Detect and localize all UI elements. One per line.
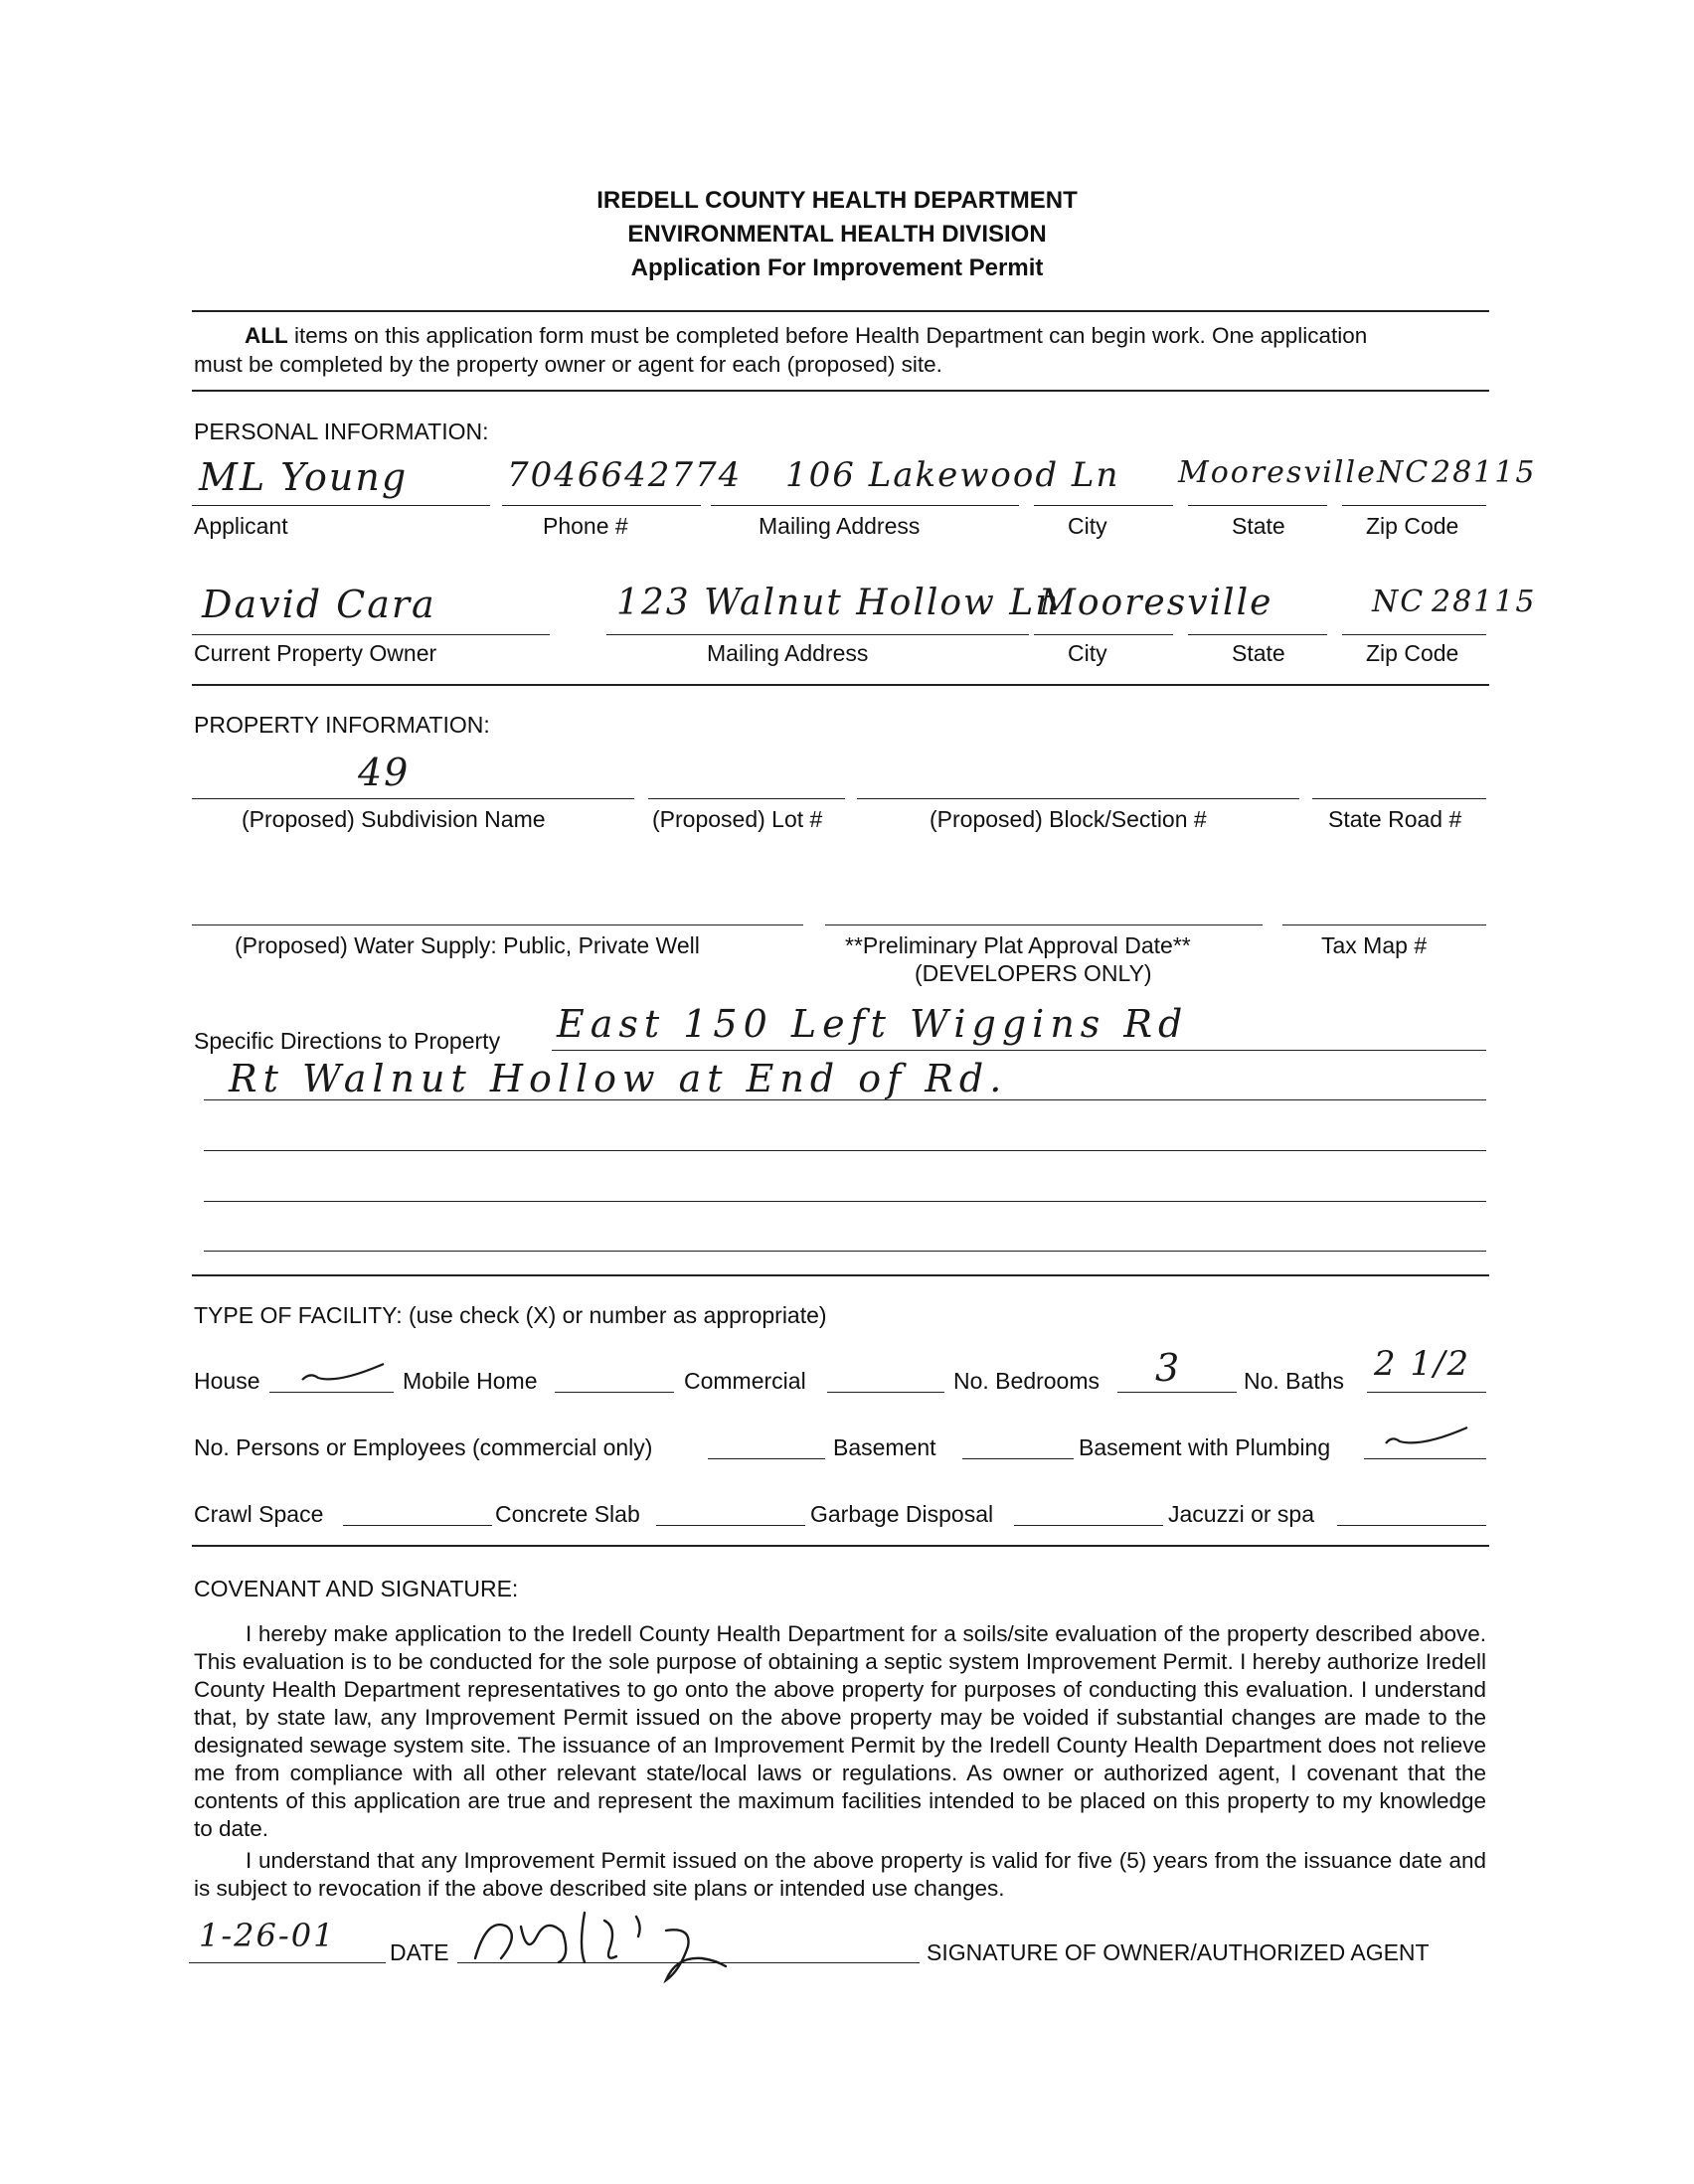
water-line xyxy=(192,924,803,925)
date-line xyxy=(189,1962,386,1963)
subdivision-value[interactable]: 49 xyxy=(358,751,411,794)
applicant-address-value[interactable]: 106 Lakewood Ln xyxy=(785,455,1120,495)
divider xyxy=(192,1545,1489,1547)
applicant-zip-value[interactable]: 28115 xyxy=(1432,455,1537,490)
lot-line xyxy=(648,798,845,799)
applicant-city-value[interactable]: Mooresville xyxy=(1178,455,1377,490)
covenant-paragraph-2: I understand that any Improvement Permit issued on the above property is valid for five (5) years from the issuance date and is subject to revocation if the above described site plans or intended use changes. xyxy=(194,1848,1486,1901)
owner-zip-line xyxy=(1342,634,1486,635)
developers-only-label: (DEVELOPERS ONLY) xyxy=(915,960,1152,986)
covenant-heading: COVENANT AND SIGNATURE: xyxy=(194,1576,519,1601)
directions-line1-value[interactable]: East 150 Left Wiggins Rd xyxy=(557,1002,1189,1046)
signature-label: SIGNATURE OF OWNER/AUTHORIZED AGENT xyxy=(927,1939,1430,1965)
divider xyxy=(192,684,1489,686)
owner-state-value[interactable]: NC xyxy=(1372,585,1426,619)
directions-line3 xyxy=(204,1150,1486,1151)
basement-plumbing-line xyxy=(1364,1458,1486,1459)
basement-plumbing-checkmark[interactable] xyxy=(1382,1424,1471,1453)
commercial-label: Commercial xyxy=(684,1368,806,1394)
baths-line xyxy=(1367,1392,1486,1393)
zip-line xyxy=(1342,505,1486,506)
applicant-name-value[interactable]: ML Young xyxy=(199,455,409,499)
bedrooms-line xyxy=(1117,1392,1237,1393)
covenant-paragraph-1: I hereby make application to the Iredell County Health Department for a soils/site evaluation of the property described above. This evaluation is to be conducted for the sole purpose of obtaining a septic system Improvement Permit. I hereby authorize Iredell County Health Department representatives to go onto the above property for purposes of conducting this evaluation. I understand that, by state law, any Improvement Permit issued on the above property may be voided if substantial changes are made to the designated sewage system site. The issuance of an Improvement Permit by the Iredell County Health Department does not relieve me from compliance with all other relevant state/local laws or regulations. As owner or authorized agent, I covenant that the contents of this application are true and represent the maximum facilities intended to be placed on this property to my knowledge to date. xyxy=(194,1621,1486,1841)
state-label: State xyxy=(1232,513,1285,539)
lot-label: (Proposed) Lot # xyxy=(652,806,823,832)
applicant-state-value[interactable]: NC xyxy=(1377,455,1431,490)
mailing-address-label: Mailing Address xyxy=(759,513,921,539)
zip-label: Zip Code xyxy=(1366,513,1459,539)
block-line xyxy=(857,798,1299,799)
owner-name-value[interactable]: David Cara xyxy=(202,583,436,626)
crawl-space-label: Crawl Space xyxy=(194,1501,324,1527)
subdivision-label: (Proposed) Subdivision Name xyxy=(242,806,546,832)
directions-line2-value[interactable]: Rt Walnut Hollow at End of Rd. xyxy=(229,1057,1008,1100)
concrete-slab-label: Concrete Slab xyxy=(495,1501,640,1527)
taxmap-line xyxy=(1282,924,1486,925)
block-label: (Proposed) Block/Section # xyxy=(930,806,1207,832)
house-label: House xyxy=(194,1368,260,1394)
directions-label: Specific Directions to Property xyxy=(194,1028,501,1054)
owner-address-value[interactable]: 123 Walnut Hollow Ln xyxy=(616,583,1061,623)
state-road-label: State Road # xyxy=(1328,806,1462,832)
intro-line1: ALL items on this application form must be completed before Health Department can begin work. One application xyxy=(245,323,1368,348)
road-line xyxy=(1312,798,1486,799)
owner-address-line xyxy=(606,634,1029,635)
owner-label: Current Property Owner xyxy=(194,640,437,666)
form-title: Application For Improvement Permit xyxy=(630,254,1044,281)
baths-label: No. Baths xyxy=(1244,1368,1344,1394)
bedrooms-label: No. Bedrooms xyxy=(953,1368,1101,1394)
owner-mailing-label: Mailing Address xyxy=(707,640,869,666)
water-supply-label: (Proposed) Water Supply: Public, Private Well xyxy=(235,932,700,958)
directions-line5 xyxy=(204,1251,1486,1252)
divider xyxy=(192,1274,1489,1276)
date-value[interactable]: 1-26-01 xyxy=(199,1917,336,1954)
persons-label: No. Persons or Employees (commercial only) xyxy=(194,1434,653,1460)
owner-zip-value[interactable]: 28115 xyxy=(1432,585,1537,619)
dept-title: IREDELL COUNTY HEALTH DEPARTMENT xyxy=(596,187,1078,214)
concrete-slab-line xyxy=(656,1525,805,1526)
owner-state-line xyxy=(1188,634,1327,635)
property-heading: PROPERTY INFORMATION: xyxy=(194,712,490,738)
baths-value[interactable]: 2 1/2 xyxy=(1374,1344,1471,1384)
jacuzzi-label: Jacuzzi or spa xyxy=(1168,1501,1315,1527)
owner-city-line xyxy=(1034,634,1173,635)
directions-line4 xyxy=(204,1201,1486,1202)
state-line xyxy=(1188,505,1327,506)
persons-line xyxy=(708,1458,825,1459)
garbage-disposal-label: Garbage Disposal xyxy=(810,1501,994,1527)
directions-line2 xyxy=(204,1099,1486,1100)
divider xyxy=(192,310,1489,312)
mobile-home-line xyxy=(555,1392,674,1393)
division-title: ENVIRONMENTAL HEALTH DIVISION xyxy=(627,221,1047,248)
owner-zip-label: Zip Code xyxy=(1366,640,1459,666)
facility-heading: TYPE OF FACILITY: (use check (X) or number as appropriate) xyxy=(194,1302,827,1328)
bedrooms-value[interactable]: 3 xyxy=(1155,1346,1182,1390)
divider xyxy=(192,390,1489,392)
mobile-home-label: Mobile Home xyxy=(403,1368,538,1394)
city-label: City xyxy=(1068,513,1107,539)
basement-plumbing-label: Basement with Plumbing xyxy=(1079,1434,1331,1460)
applicant-label: Applicant xyxy=(194,513,288,539)
plat-line xyxy=(825,924,1263,925)
plat-approval-label: **Preliminary Plat Approval Date** xyxy=(845,932,1191,958)
date-label: DATE xyxy=(390,1939,449,1965)
owner-name-line xyxy=(192,634,550,635)
tax-map-label: Tax Map # xyxy=(1321,932,1428,958)
commercial-line xyxy=(827,1392,944,1393)
directions-line1 xyxy=(552,1050,1486,1051)
signature-mark[interactable] xyxy=(467,1897,805,1996)
subdivision-line xyxy=(192,798,634,799)
city-line xyxy=(1034,505,1173,506)
basement-label: Basement xyxy=(833,1434,936,1460)
basement-line xyxy=(962,1458,1074,1459)
address-line xyxy=(711,505,1019,506)
jacuzzi-line xyxy=(1337,1525,1486,1526)
phone-label: Phone # xyxy=(543,513,628,539)
owner-city-value[interactable]: Mooresville xyxy=(1039,583,1273,623)
crawl-space-line xyxy=(343,1525,492,1526)
owner-city-label: City xyxy=(1068,640,1107,666)
applicant-phone-value[interactable]: 7046642774 xyxy=(507,455,743,495)
intro-line2: must be completed by the property owner or agent for each (proposed) site. xyxy=(194,352,942,377)
garbage-disposal-line xyxy=(1014,1525,1163,1526)
house-line xyxy=(269,1392,394,1393)
house-checkmark[interactable] xyxy=(298,1360,388,1390)
owner-state-label: State xyxy=(1232,640,1285,666)
applicant-name-line xyxy=(192,505,490,506)
personal-heading: PERSONAL INFORMATION: xyxy=(194,419,489,444)
phone-line xyxy=(502,505,701,506)
